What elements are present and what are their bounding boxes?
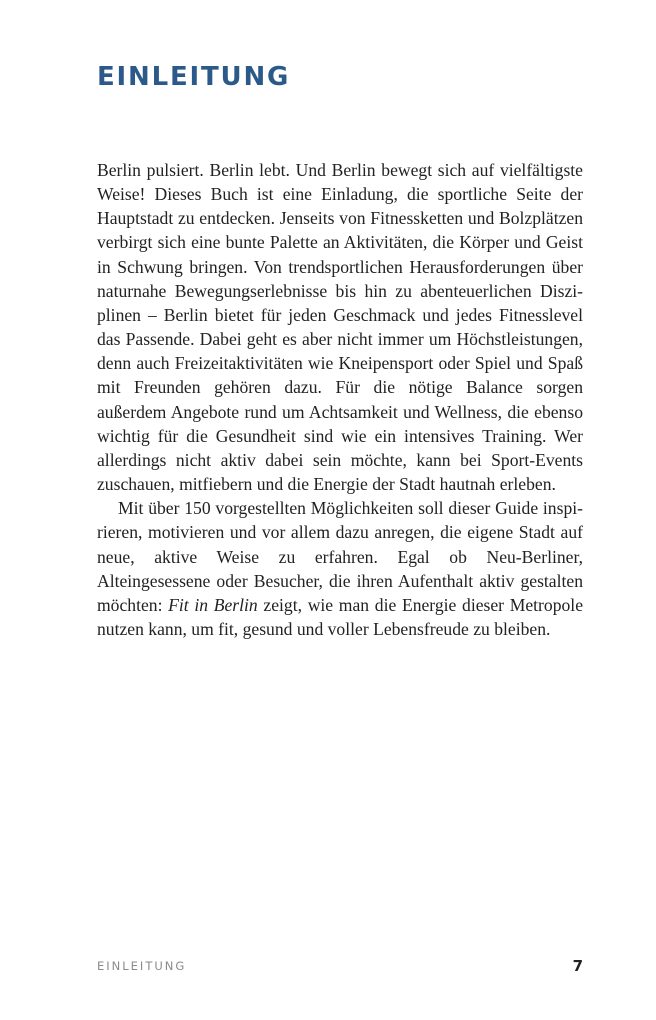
- page-number: 7: [572, 957, 583, 975]
- book-title: Fit in Berlin: [168, 594, 258, 615]
- running-head: EINLEITUNG: [97, 959, 187, 973]
- paragraph-2-text-start: Mit über 150 vorgestellten Möglichkeiten soll dieser Guide inspirieren, motivieren und vor allem dazu anregen, die eigene Stadt auf neue, aktive Weise zu erfahren. Egal ob Neu-Berliner, Alteingesessene oder Besucher, die ihren Aufenthalt aktiv gestalten möchten:: [97, 498, 583, 615]
- chapter-heading: EINLEITUNG: [97, 62, 291, 92]
- chapter-body: [97, 158, 583, 641]
- paragraph-2: [97, 496, 583, 641]
- paragraph-2-text-end: zeigt, wie man die Energie dieser Metropole nutzen kann, um fit, gesund und voller Lebensfreude zu bleiben.: [97, 594, 584, 639]
- paragraph-1: Berlin pulsiert. Berlin lebt. Und Berlin bewegt sich auf vielfältigste Weise! Dieses Buch ist eine Einladung, die sportliche Seite der Hauptstadt zu entdecken. Jenseits von Fitnessketten und Bolzplätzen verbirgt sich eine bunte Palette an Aktivitäten, die Körper und Geist in Schwung bringen. Von trendsportlichen Herausforderungen über naturnahe Bewegungserlebnisse bis hin zu abenteuerlichen Disziplinen – Berlin bietet für jeden Geschmack und jedes Fitnesslevel das Passende. Dabei geht es aber nicht immer um Höchstleistungen, denn auch Freizeitaktivitäten wie Kneipensport oder Spiel und Spaß mit Freunden gehören dazu. Für die nötige Balance sorgen außerdem Angebote rund um Achtsamkeit und Wellness, die ebenso wichtig für die Gesundheit sind wie ein intensives Training. Wer allerdings nicht aktiv dabei sein möchte, kann bei Sport-Events zuschauen, mitfiebern und die Energie der Stadt hautnah erleben.: [97, 160, 583, 495]
